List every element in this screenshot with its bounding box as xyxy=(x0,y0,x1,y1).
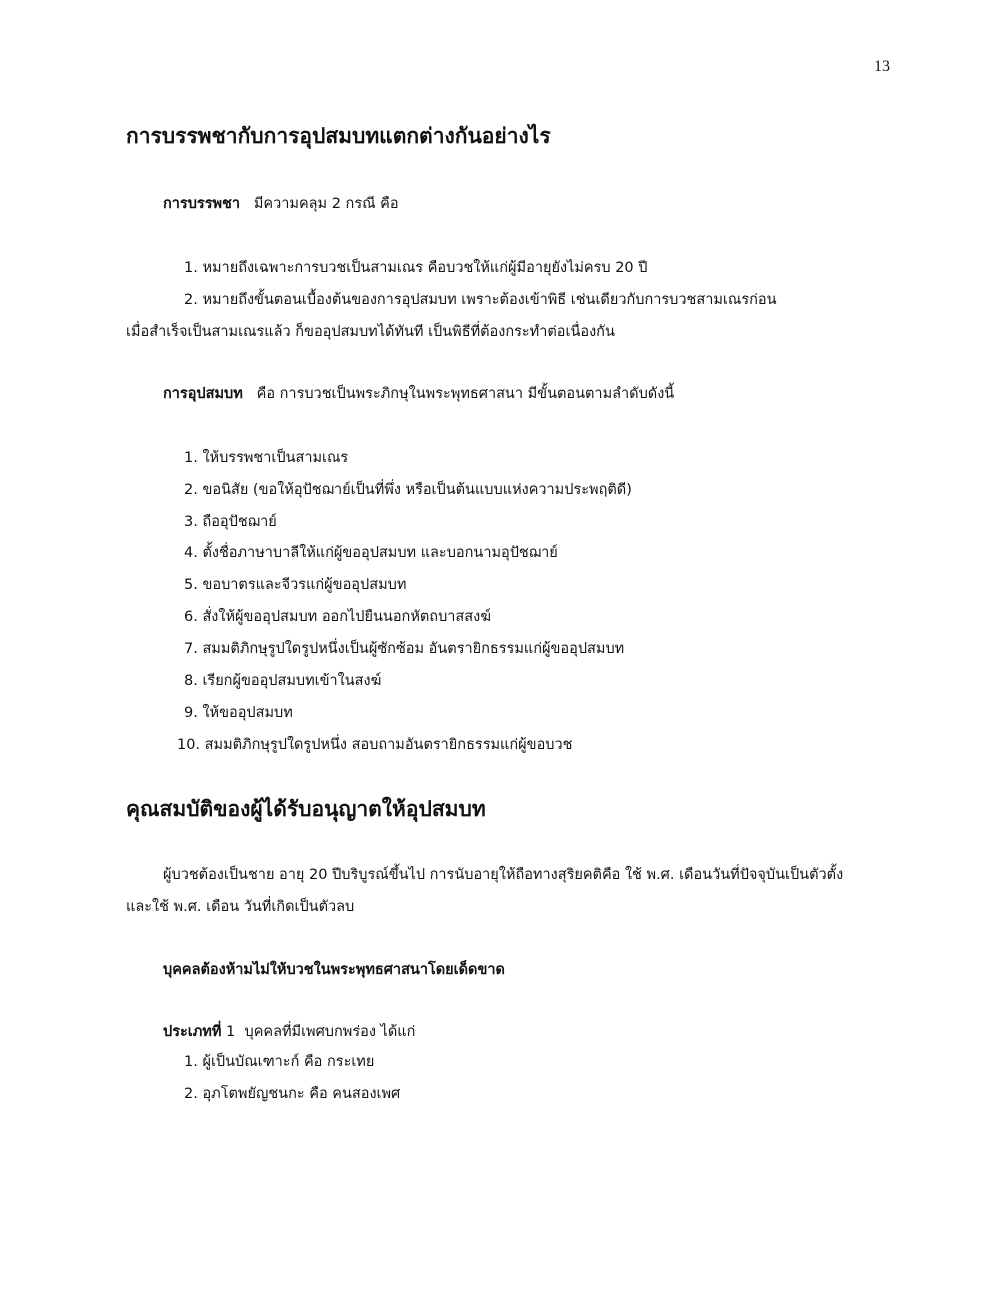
type1-item-2: 2. อุภโตพยัญชนกะ คือ คนสองเพศ xyxy=(184,1086,401,1102)
pabbaja-intro: มีความคลุม 2 กรณี คือ xyxy=(253,196,399,212)
qualification-paragraph-line1: ผู้บวชต้องเป็นชาย อายุ 20 ปีบริบูรณ์ขึ้นไป การนับอายุให้ถือทางสุริยคติคือ ใช้ พ.ศ. เดือนวันที่ปัจจุบันเป็นตัวตั้ง xyxy=(163,867,844,883)
prohibited-subheading: บุคคลต้องห้ามไม่ให้บวชในพระพุทธศาสนาโดยเด็ดขาด xyxy=(163,962,505,978)
list-item: 4. ตั้งชื่อภาษาบาลีให้แก่ผู้ขออุปสมบท และบอกนามอุปัชฌาย์ xyxy=(184,545,558,561)
pabbaja-continuation: เมื่อสำเร็จเป็นสามเณรแล้ว ก็ขออุปสมบทได้ทันที เป็นพิธีที่ต้องกระทำต่อเนื่องกัน xyxy=(126,324,615,340)
list-item: 8. เรียกผู้ขออุปสมบทเข้าในสงฆ์ xyxy=(184,673,382,689)
section2-heading: คุณสมบัติของผู้ได้รับอนุญาตให้อุปสมบท xyxy=(126,797,486,821)
type1-text: บุคคลที่มีเพศบกพร่อง ได้แก่ xyxy=(244,1024,416,1040)
list-item: 1. ให้บรรพชาเป็นสามเณร xyxy=(184,450,349,466)
type1-number: 1 xyxy=(226,1024,236,1040)
list-item: 3. ถืออุปัชฌาย์ xyxy=(184,514,277,530)
upasampada-definition xyxy=(163,382,674,405)
list-item: 7. สมมติภิกษุรูปใดรูปหนึ่งเป็นผู้ซักซ้อม อันตรายิกธรรมแก่ผู้ขออุปสมบท xyxy=(184,641,625,657)
upasampada-intro: คือ การบวชเป็นพระภิกษุในพระพุทธศาสนา มีขั้นตอนตามลำดับดังนี้ xyxy=(256,386,675,402)
type1-line xyxy=(163,1020,415,1043)
pabbaja-item-2: 2. หมายถึงขั้นตอนเบื้องต้นของการอุปสมบท เพราะต้องเข้าพิธี เช่นเดียวกับการบวชสามเณรก่อน xyxy=(184,292,777,308)
pabbaja-item-1: 1. หมายถึงเฉพาะการบวชเป็นสามเณร คือบวชให้แก่ผู้มีอายุยังไม่ครบ 20 ปี xyxy=(184,260,648,276)
list-item: 2. ขอนิสัย (ขอให้อุปัชฌาย์เป็นที่พึ่ง หรือเป็นต้นแบบแห่งความประพฤติดี) xyxy=(184,482,632,498)
qualification-paragraph-line2: และใช้ พ.ศ. เดือน วันที่เกิดเป็นตัวลบ xyxy=(126,899,355,915)
upasampada-term: การอุปสมบท xyxy=(163,386,243,402)
list-item: 5. ขอบาตรและจีวรแก่ผู้ขออุปสมบท xyxy=(184,577,407,593)
section1-heading: การบรรพชากับการอุปสมบทแตกต่างกันอย่างไร xyxy=(126,124,551,148)
list-item: 9. ให้ขออุปสมบท xyxy=(184,705,293,721)
type1-label: ประเภทที่ xyxy=(163,1024,222,1040)
pabbaja-term: การบรรพชา xyxy=(163,196,241,212)
page-number: 13 xyxy=(874,58,890,75)
type1-item-1: 1. ผู้เป็นบัณเฑาะก์ คือ กระเทย xyxy=(184,1054,375,1070)
list-item: 6. สั่งให้ผู้ขออุปสมบท ออกไปยืนนอกหัตถบาสสงฆ์ xyxy=(184,609,491,625)
list-item: 10. สมมติภิกษุรูปใดรูปหนึ่ง สอบถามอันตรายิกธรรมแก่ผู้ขอบวช xyxy=(177,737,573,753)
pabbaja-definition xyxy=(163,192,399,215)
